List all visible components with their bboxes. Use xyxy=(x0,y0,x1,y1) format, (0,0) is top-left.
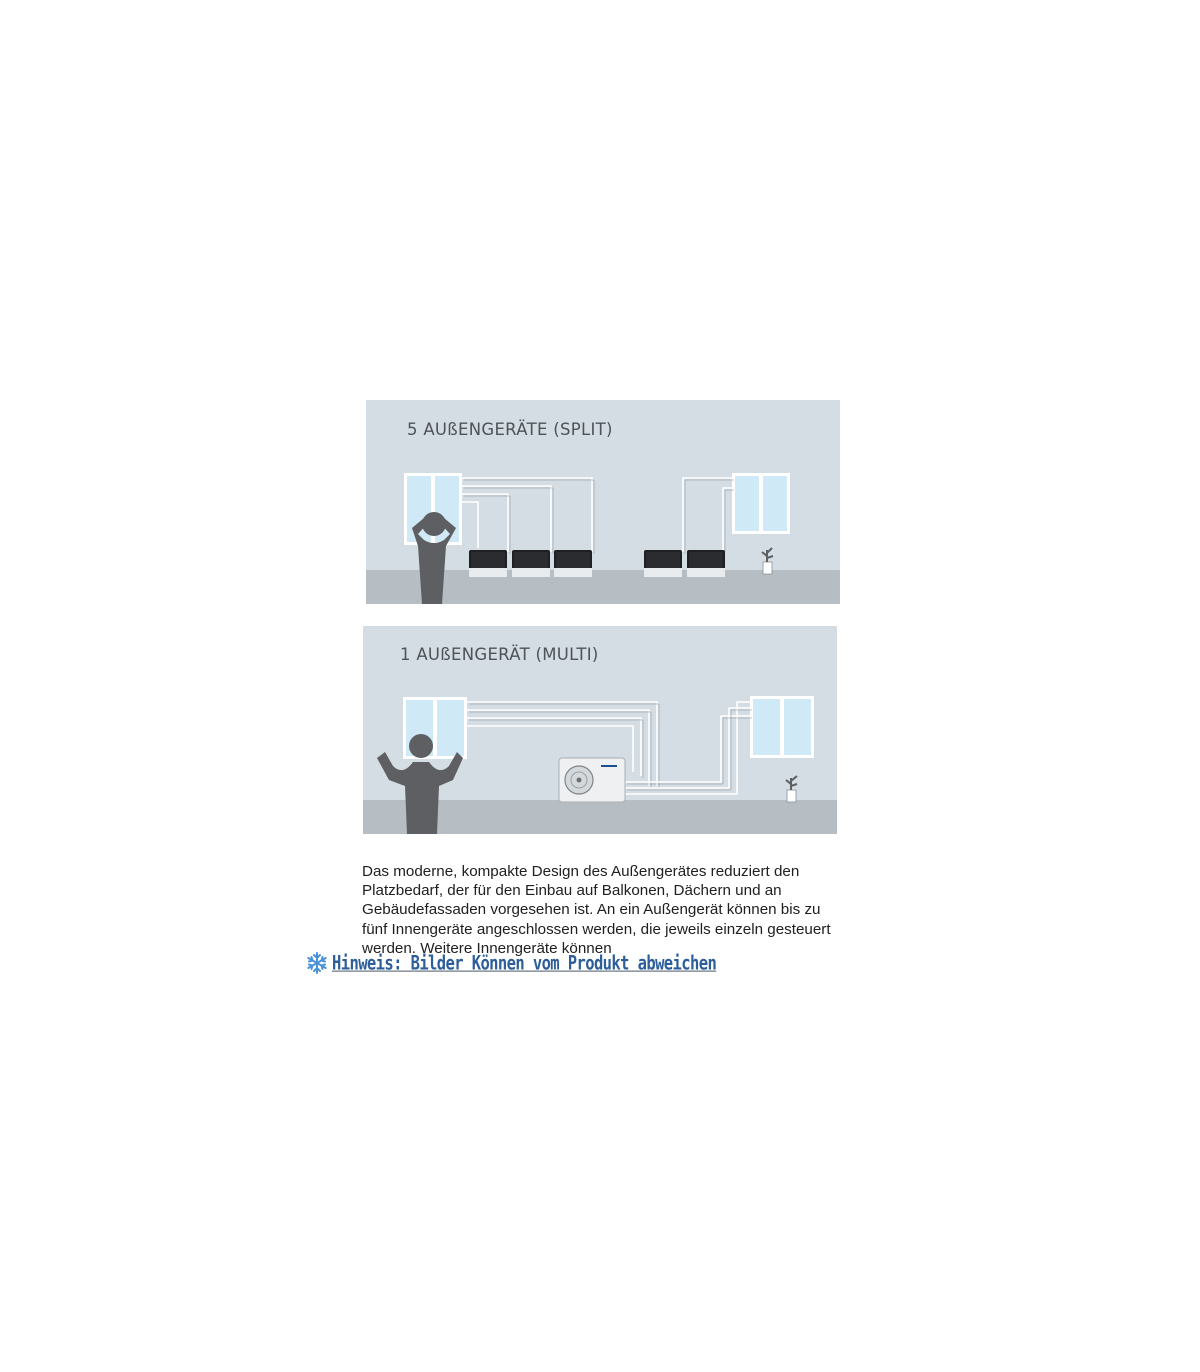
window-right xyxy=(732,473,790,534)
description-paragraph: Das moderne, kompakte Design des Außengerätes reduziert den Platzbedarf, der für den Einbau auf Balkonen, Dächern und an Gebäudefassaden vorgesehen ist. An ein Außengerät können bis zu fünf Innengeräte angeschlossen werden, die jeweils einzeln gesteuert werden. Weitere Innengeräte können xyxy=(362,863,831,957)
panel-title-multi: 1 AUßENGERÄT (MULTI) xyxy=(400,645,599,664)
outdoor-unit-multi xyxy=(559,758,625,802)
snowflake-icon xyxy=(305,951,329,975)
window-right xyxy=(750,696,814,758)
split-panel xyxy=(366,400,840,604)
multi-panel xyxy=(363,626,837,834)
panel-title-split: 5 AUßENGERÄTE (SPLIT) xyxy=(407,420,613,439)
notice-text: Hinweis: Bilder Können vom Produkt abweichen xyxy=(332,951,717,975)
image-notice xyxy=(305,948,716,978)
